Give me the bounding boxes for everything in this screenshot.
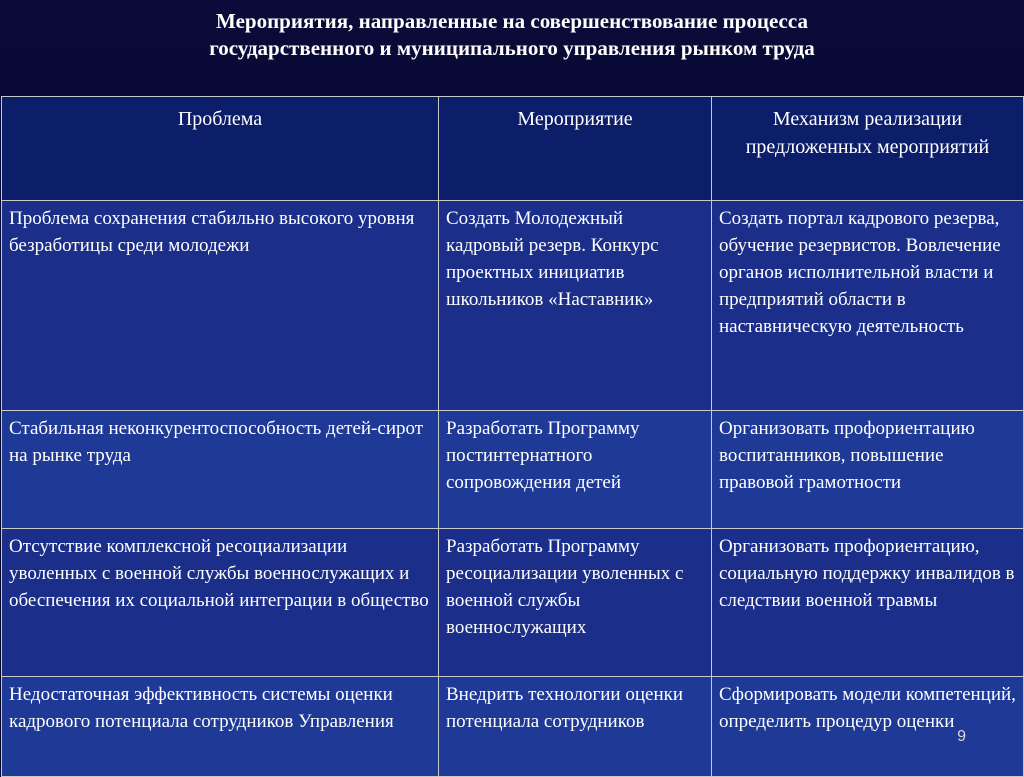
cell-measure: Разработать Программу ресоциализации уволенных с военной службы военнослужащих [439, 529, 712, 677]
table-header-row [2, 97, 1024, 201]
table-row [2, 677, 1024, 777]
slide-title [0, 8, 1024, 62]
cell-mechanism: Организовать профориентацию, социальную поддержку инвалидов в следствии военной травмы [712, 529, 1024, 677]
header-measure: Мероприятие [439, 97, 712, 201]
slide-title-line-1: Мероприятия, направленные на совершенствование процесса [216, 9, 808, 33]
cell-measure: Создать Молодежный кадровый резерв. Конкурс проектных инициатив школьников «Наставник» [439, 201, 712, 411]
cell-problem: Отсутствие комплексной ресоциализации уволенных с военной службы военнослужащих и обеспечения их социальной интеграции в общество [2, 529, 439, 677]
cell-problem: Стабильная неконкурентоспособность детей-сирот на рынке труда [2, 411, 439, 529]
cell-measure: Разработать Программу постинтернатного сопровождения детей [439, 411, 712, 529]
cell-mechanism: Создать портал кадрового резерва, обучение резервистов. Вовлечение органов исполнительной власти и предприятий области в наставническую деятельность [712, 201, 1024, 411]
table-row [2, 411, 1024, 529]
header-problem: Проблема [2, 97, 439, 201]
cell-problem: Проблема сохранения стабильно высокого уровня безработицы среди молодежи [2, 201, 439, 411]
cell-mechanism: Сформировать модели компетенций, определить процедур оценки [712, 677, 1024, 777]
table-row [2, 201, 1024, 411]
cell-measure: Внедрить технологии оценки потенциала сотрудников [439, 677, 712, 777]
cell-mechanism: Организовать профориентацию воспитанников, повышение правовой грамотности [712, 411, 1024, 529]
slide-title-line-2: государственного и муниципального управления рынком труда [209, 36, 815, 60]
table-row [2, 529, 1024, 677]
slide-number: 9 [957, 728, 966, 745]
header-mechanism: Механизм реализации предложенных мероприятий [712, 97, 1024, 201]
cell-problem: Недостаточная эффективность системы оценки кадрового потенциала сотрудников Управления [2, 677, 439, 777]
measures-table [1, 96, 1024, 777]
